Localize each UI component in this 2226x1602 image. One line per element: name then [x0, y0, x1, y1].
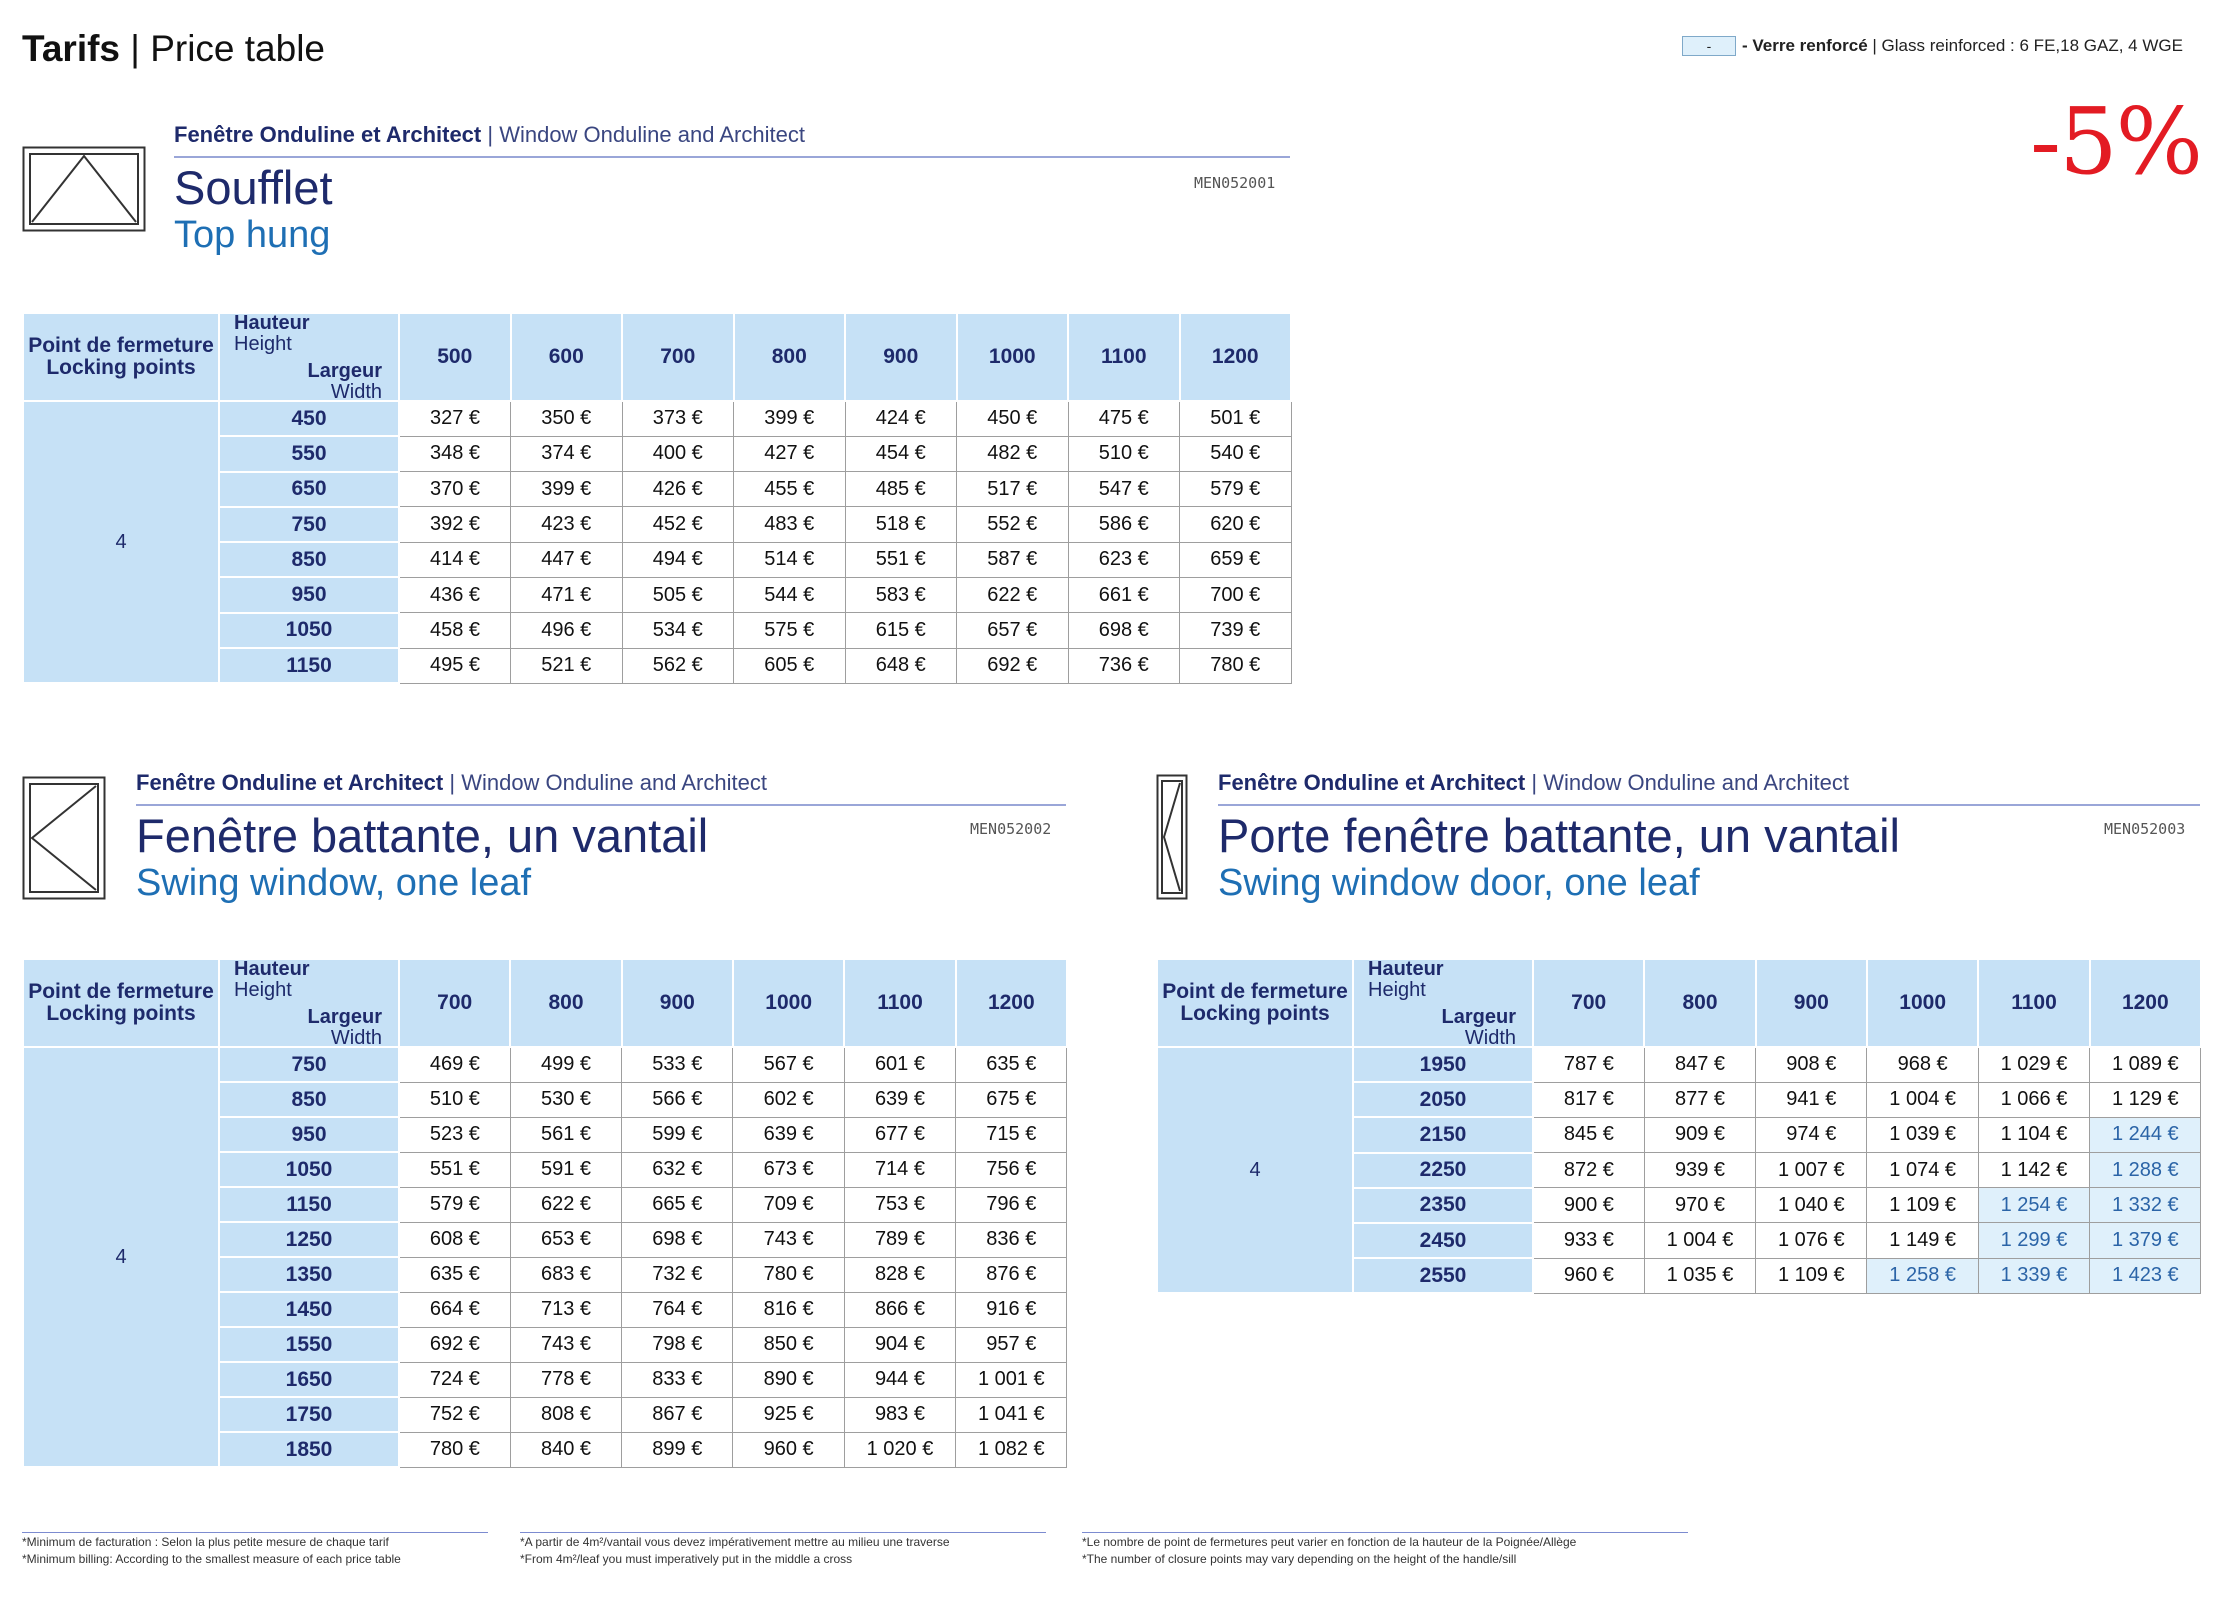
price-cell: 510 €	[399, 1082, 510, 1117]
height-row-header: 2050	[1353, 1082, 1533, 1117]
price-cell: 1 423 €	[2090, 1258, 2201, 1293]
price-cell: 1 066 €	[1978, 1082, 2089, 1117]
price-cell: 661 €	[1068, 577, 1180, 612]
price-cell: 392 €	[399, 507, 511, 542]
price-cell: 620 €	[1180, 507, 1292, 542]
price-cell: 575 €	[734, 613, 846, 648]
height-row-header: 850	[219, 1082, 399, 1117]
price-cell: 1 299 €	[1978, 1223, 2089, 1258]
height-row-header: 1250	[219, 1222, 399, 1257]
height-row-header: 1850	[219, 1432, 399, 1467]
price-cell: 796 €	[956, 1187, 1067, 1222]
locking-points-value: 4	[1157, 1047, 1353, 1293]
price-cell: 599 €	[622, 1117, 733, 1152]
price-cell: 1 142 €	[1978, 1153, 2089, 1188]
width-column-header: 800	[734, 313, 846, 401]
height-row-header: 1150	[219, 1187, 399, 1222]
section-title-en: Top hung	[174, 214, 331, 256]
price-cell: 908 €	[1756, 1047, 1867, 1082]
price-cell: 639 €	[844, 1082, 955, 1117]
height-row-header: 750	[219, 1047, 399, 1082]
price-cell: 605 €	[734, 648, 846, 683]
price-cell: 909 €	[1644, 1117, 1755, 1152]
price-cell: 552 €	[957, 507, 1069, 542]
price-cell: 899 €	[622, 1432, 733, 1467]
price-cell: 501 €	[1180, 401, 1292, 436]
price-cell: 551 €	[845, 542, 957, 577]
height-row-header: 850	[219, 542, 399, 577]
height-row-header: 1050	[219, 1152, 399, 1187]
price-cell: 632 €	[622, 1152, 733, 1187]
price-cell: 1 004 €	[1644, 1223, 1755, 1258]
height-row-header: 2550	[1353, 1258, 1533, 1293]
price-cell: 778 €	[510, 1362, 621, 1397]
price-cell: 1 244 €	[2090, 1117, 2201, 1152]
price-cell: 724 €	[399, 1362, 510, 1397]
price-cell: 635 €	[399, 1257, 510, 1292]
price-cell: 692 €	[399, 1327, 510, 1362]
price-cell: 736 €	[1068, 648, 1180, 683]
price-cell: 1 004 €	[1867, 1082, 1978, 1117]
width-column-header: 500	[399, 313, 511, 401]
locking-points-value: 4	[23, 1047, 219, 1467]
top-hung-window-icon	[22, 146, 146, 232]
price-cell: 450 €	[957, 401, 1069, 436]
product-ref: MEN052001	[1194, 174, 1276, 192]
price-cell: 714 €	[844, 1152, 955, 1187]
price-cell: 900 €	[1533, 1188, 1644, 1223]
price-cell: 622 €	[510, 1187, 621, 1222]
price-cell: 709 €	[733, 1187, 844, 1222]
price-cell: 458 €	[399, 613, 511, 648]
price-cell: 933 €	[1533, 1223, 1644, 1258]
price-cell: 496 €	[511, 613, 623, 648]
price-cell: 455 €	[734, 472, 846, 507]
price-cell: 798 €	[622, 1327, 733, 1362]
price-cell: 587 €	[957, 542, 1069, 577]
price-cell: 399 €	[511, 472, 623, 507]
price-cell: 475 €	[1068, 401, 1180, 436]
price-cell: 764 €	[622, 1292, 733, 1327]
price-cell: 586 €	[1068, 507, 1180, 542]
price-cell: 561 €	[510, 1117, 621, 1152]
price-cell: 648 €	[845, 648, 957, 683]
height-row-header: 1350	[219, 1257, 399, 1292]
price-cell: 1 074 €	[1867, 1153, 1978, 1188]
price-cell: 939 €	[1644, 1153, 1755, 1188]
price-cell: 983 €	[844, 1397, 955, 1432]
price-cell: 673 €	[733, 1152, 844, 1187]
footnote-rule	[1082, 1532, 1688, 1533]
swing-window-icon	[22, 776, 106, 900]
price-cell: 833 €	[622, 1362, 733, 1397]
price-cell: 499 €	[510, 1047, 621, 1082]
price-cell: 890 €	[733, 1362, 844, 1397]
price-cell: 957 €	[956, 1327, 1067, 1362]
price-cell: 1 039 €	[1867, 1117, 1978, 1152]
price-table-swing-window	[22, 958, 1068, 1468]
price-cell: 675 €	[956, 1082, 1067, 1117]
height-row-header: 1650	[219, 1362, 399, 1397]
section-title-fr: Fenêtre battante, un vantail	[136, 809, 709, 862]
price-cell: 436 €	[399, 577, 511, 612]
price-cell: 547 €	[1068, 472, 1180, 507]
price-cell: 482 €	[957, 436, 1069, 471]
price-cell: 867 €	[622, 1397, 733, 1432]
table-row	[23, 1047, 1067, 1082]
price-cell: 1 089 €	[2090, 1047, 2201, 1082]
dimension-corner-header: Largeur Width Hauteur Height	[1353, 959, 1533, 1047]
price-cell: 756 €	[956, 1152, 1067, 1187]
price-cell: 713 €	[510, 1292, 621, 1327]
price-cell: 974 €	[1756, 1117, 1867, 1152]
price-cell: 423 €	[511, 507, 623, 542]
price-table-top-hung	[22, 312, 1292, 684]
price-cell: 454 €	[845, 436, 957, 471]
price-cell: 659 €	[1180, 542, 1292, 577]
price-cell: 534 €	[622, 613, 734, 648]
price-cell: 753 €	[844, 1187, 955, 1222]
product-ref: MEN052002	[970, 820, 1052, 838]
section-divider	[174, 156, 1290, 158]
price-cell: 1 001 €	[956, 1362, 1067, 1397]
width-column-header: 900	[622, 959, 733, 1047]
price-cell: 787 €	[1533, 1047, 1644, 1082]
price-cell: 916 €	[956, 1292, 1067, 1327]
height-row-header: 650	[219, 472, 399, 507]
section-divider	[136, 804, 1066, 806]
price-cell: 426 €	[622, 472, 734, 507]
swing-door-icon	[1156, 774, 1188, 900]
price-cell: 523 €	[399, 1117, 510, 1152]
height-row-header: 1950	[1353, 1047, 1533, 1082]
price-cell: 732 €	[622, 1257, 733, 1292]
section-title-fr: Soufflet	[174, 161, 333, 214]
price-cell: 941 €	[1756, 1082, 1867, 1117]
price-cell: 514 €	[734, 542, 846, 577]
price-cell: 828 €	[844, 1257, 955, 1292]
price-cell: 483 €	[734, 507, 846, 542]
locking-points-header: Point de fermeture Locking points	[23, 313, 219, 401]
price-cell: 904 €	[844, 1327, 955, 1362]
section-title-en: Swing window door, one leaf	[1218, 862, 1700, 904]
height-row-header: 2250	[1353, 1153, 1533, 1188]
price-cell: 530 €	[510, 1082, 621, 1117]
price-cell: 925 €	[733, 1397, 844, 1432]
price-cell: 400 €	[622, 436, 734, 471]
page-title: Tarifs | Price table	[22, 28, 326, 69]
price-cell: 327 €	[399, 401, 511, 436]
height-row-header: 1150	[219, 648, 399, 683]
legend-text-fr: - Verre renforcé	[1742, 36, 1868, 55]
price-cell: 566 €	[622, 1082, 733, 1117]
price-cell: 567 €	[733, 1047, 844, 1082]
price-cell: 1 129 €	[2090, 1082, 2201, 1117]
price-cell: 1 082 €	[956, 1432, 1067, 1467]
price-cell: 521 €	[511, 648, 623, 683]
price-cell: 485 €	[845, 472, 957, 507]
height-row-header: 2450	[1353, 1223, 1533, 1258]
width-column-header: 700	[622, 313, 734, 401]
price-cell: 664 €	[399, 1292, 510, 1327]
price-cell: 494 €	[622, 542, 734, 577]
price-cell: 544 €	[734, 577, 846, 612]
price-cell: 471 €	[511, 577, 623, 612]
height-row-header: 450	[219, 401, 399, 436]
width-column-header: 800	[1644, 959, 1755, 1047]
price-cell: 1 109 €	[1867, 1188, 1978, 1223]
price-cell: 1 020 €	[844, 1432, 955, 1467]
price-cell: 447 €	[511, 542, 623, 577]
section-divider	[1218, 804, 2200, 806]
price-cell: 1 029 €	[1978, 1047, 2089, 1082]
price-cell: 374 €	[511, 436, 623, 471]
price-cell: 469 €	[399, 1047, 510, 1082]
height-row-header: 950	[219, 1117, 399, 1152]
price-cell: 683 €	[510, 1257, 621, 1292]
price-cell: 427 €	[734, 436, 846, 471]
price-cell: 743 €	[733, 1222, 844, 1257]
price-cell: 850 €	[733, 1327, 844, 1362]
price-cell: 1 104 €	[1978, 1117, 2089, 1152]
width-column-header: 1000	[957, 313, 1069, 401]
price-cell: 517 €	[957, 472, 1069, 507]
price-cell: 968 €	[1867, 1047, 1978, 1082]
locking-points-value: 4	[23, 401, 219, 683]
footnote-rule	[520, 1532, 1046, 1533]
width-column-header: 1100	[844, 959, 955, 1047]
price-cell: 780 €	[399, 1432, 510, 1467]
width-column-header: 800	[510, 959, 621, 1047]
price-cell: 1 339 €	[1978, 1258, 2089, 1293]
price-cell: 1 288 €	[2090, 1153, 2201, 1188]
width-column-header: 900	[1756, 959, 1867, 1047]
dimension-corner-header: Largeur Width Hauteur Height	[219, 959, 399, 1047]
price-cell: 743 €	[510, 1327, 621, 1362]
table-row	[1157, 1047, 2201, 1082]
price-cell: 872 €	[1533, 1153, 1644, 1188]
price-cell: 579 €	[399, 1187, 510, 1222]
price-cell: 970 €	[1644, 1188, 1755, 1223]
dimension-corner-header: Largeur Width Hauteur Height	[219, 313, 399, 401]
price-cell: 399 €	[734, 401, 846, 436]
table-row	[23, 401, 1291, 436]
price-cell: 635 €	[956, 1047, 1067, 1082]
price-cell: 623 €	[1068, 542, 1180, 577]
locking-points-header: Point de fermeture Locking points	[23, 959, 219, 1047]
price-cell: 540 €	[1180, 436, 1292, 471]
product-ref: MEN052003	[2104, 820, 2186, 838]
price-cell: 1 041 €	[956, 1397, 1067, 1432]
height-row-header: 1550	[219, 1327, 399, 1362]
footnote: *Le nombre de point de fermetures peut varier en fonction de la hauteur de la Poignée/Allège *The number of closure points may vary depending on the height of the handle/sill	[1082, 1535, 1577, 1566]
price-cell: 533 €	[622, 1047, 733, 1082]
width-column-header: 900	[845, 313, 957, 401]
width-column-header: 700	[399, 959, 510, 1047]
price-cell: 847 €	[1644, 1047, 1755, 1082]
price-cell: 639 €	[733, 1117, 844, 1152]
price-cell: 845 €	[1533, 1117, 1644, 1152]
price-cell: 698 €	[622, 1222, 733, 1257]
price-cell: 866 €	[844, 1292, 955, 1327]
width-column-header: 1100	[1978, 959, 2089, 1047]
price-cell: 608 €	[399, 1222, 510, 1257]
price-cell: 414 €	[399, 542, 511, 577]
price-cell: 780 €	[733, 1257, 844, 1292]
height-row-header: 1750	[219, 1397, 399, 1432]
section-title-en: Swing window, one leaf	[136, 862, 532, 904]
width-column-header: 600	[511, 313, 623, 401]
price-cell: 495 €	[399, 648, 511, 683]
height-row-header: 950	[219, 577, 399, 612]
price-cell: 840 €	[510, 1432, 621, 1467]
price-cell: 1 254 €	[1978, 1188, 2089, 1223]
price-cell: 1 076 €	[1756, 1223, 1867, 1258]
legend-text-en: | Glass reinforced : 6 FE,18 GAZ, 4 WGE	[1872, 36, 2183, 55]
footnote: *Minimum de facturation : Selon la plus petite mesure de chaque tarif *Minimum billing: According to the smallest measure of each price table	[22, 1535, 401, 1566]
price-cell: 960 €	[1533, 1258, 1644, 1293]
price-cell: 1 332 €	[2090, 1188, 2201, 1223]
price-cell: 677 €	[844, 1117, 955, 1152]
locking-points-header: Point de fermeture Locking points	[1157, 959, 1353, 1047]
price-cell: 700 €	[1180, 577, 1292, 612]
price-cell: 348 €	[399, 436, 511, 471]
section-title-fr: Porte fenêtre battante, un vantail	[1218, 809, 1900, 862]
price-cell: 551 €	[399, 1152, 510, 1187]
price-cell: 789 €	[844, 1222, 955, 1257]
legend-swatch: -	[1682, 36, 1736, 56]
width-column-header: 1200	[956, 959, 1067, 1047]
price-cell: 944 €	[844, 1362, 955, 1397]
series-label: Fenêtre Onduline et Architect | Window Onduline and Architect	[1218, 770, 1849, 795]
price-cell: 1 258 €	[1867, 1258, 1978, 1293]
price-cell: 698 €	[1068, 613, 1180, 648]
price-table-swing-door	[1156, 958, 2202, 1294]
price-cell: 510 €	[1068, 436, 1180, 471]
height-row-header: 1450	[219, 1292, 399, 1327]
price-cell: 739 €	[1180, 613, 1292, 648]
width-column-header: 1000	[1867, 959, 1978, 1047]
price-cell: 424 €	[845, 401, 957, 436]
price-cell: 583 €	[845, 577, 957, 612]
price-cell: 518 €	[845, 507, 957, 542]
price-cell: 808 €	[510, 1397, 621, 1432]
width-column-header: 1200	[1180, 313, 1292, 401]
price-cell: 615 €	[845, 613, 957, 648]
price-cell: 665 €	[622, 1187, 733, 1222]
price-cell: 836 €	[956, 1222, 1067, 1257]
height-row-header: 2150	[1353, 1117, 1533, 1152]
width-column-header: 1100	[1068, 313, 1180, 401]
price-cell: 602 €	[733, 1082, 844, 1117]
price-cell: 817 €	[1533, 1082, 1644, 1117]
price-cell: 780 €	[1180, 648, 1292, 683]
price-cell: 579 €	[1180, 472, 1292, 507]
price-cell: 1 035 €	[1644, 1258, 1755, 1293]
height-row-header: 1050	[219, 613, 399, 648]
price-cell: 622 €	[957, 577, 1069, 612]
price-cell: 1 149 €	[1867, 1223, 1978, 1258]
price-cell: 752 €	[399, 1397, 510, 1432]
price-cell: 1 379 €	[2090, 1223, 2201, 1258]
price-cell: 452 €	[622, 507, 734, 542]
price-cell: 1 040 €	[1756, 1188, 1867, 1223]
price-cell: 692 €	[957, 648, 1069, 683]
price-cell: 1 007 €	[1756, 1153, 1867, 1188]
price-cell: 653 €	[510, 1222, 621, 1257]
width-column-header: 1200	[2090, 959, 2201, 1047]
legend	[1682, 36, 2183, 56]
price-cell: 657 €	[957, 613, 1069, 648]
price-cell: 601 €	[844, 1047, 955, 1082]
series-label: Fenêtre Onduline et Architect | Window Onduline and Architect	[136, 770, 767, 795]
price-cell: 591 €	[510, 1152, 621, 1187]
price-cell: 877 €	[1644, 1082, 1755, 1117]
price-cell: 370 €	[399, 472, 511, 507]
price-cell: 816 €	[733, 1292, 844, 1327]
price-cell: 960 €	[733, 1432, 844, 1467]
footnote-rule	[22, 1532, 488, 1533]
price-cell: 1 109 €	[1756, 1258, 1867, 1293]
price-cell: 562 €	[622, 648, 734, 683]
height-row-header: 550	[219, 436, 399, 471]
price-cell: 876 €	[956, 1257, 1067, 1292]
price-cell: 350 €	[511, 401, 623, 436]
width-column-header: 700	[1533, 959, 1644, 1047]
discount-badge: -5%	[2030, 88, 2202, 195]
price-cell: 373 €	[622, 401, 734, 436]
width-column-header: 1000	[733, 959, 844, 1047]
price-cell: 505 €	[622, 577, 734, 612]
height-row-header: 2350	[1353, 1188, 1533, 1223]
footnote: *A partir de 4m²/vantail vous devez impérativement mettre au milieu une traverse *From 4m²/leaf you must imperatively put in the middle a cross	[520, 1535, 950, 1566]
series-label: Fenêtre Onduline et Architect | Window Onduline and Architect	[174, 122, 805, 147]
price-cell: 715 €	[956, 1117, 1067, 1152]
height-row-header: 750	[219, 507, 399, 542]
